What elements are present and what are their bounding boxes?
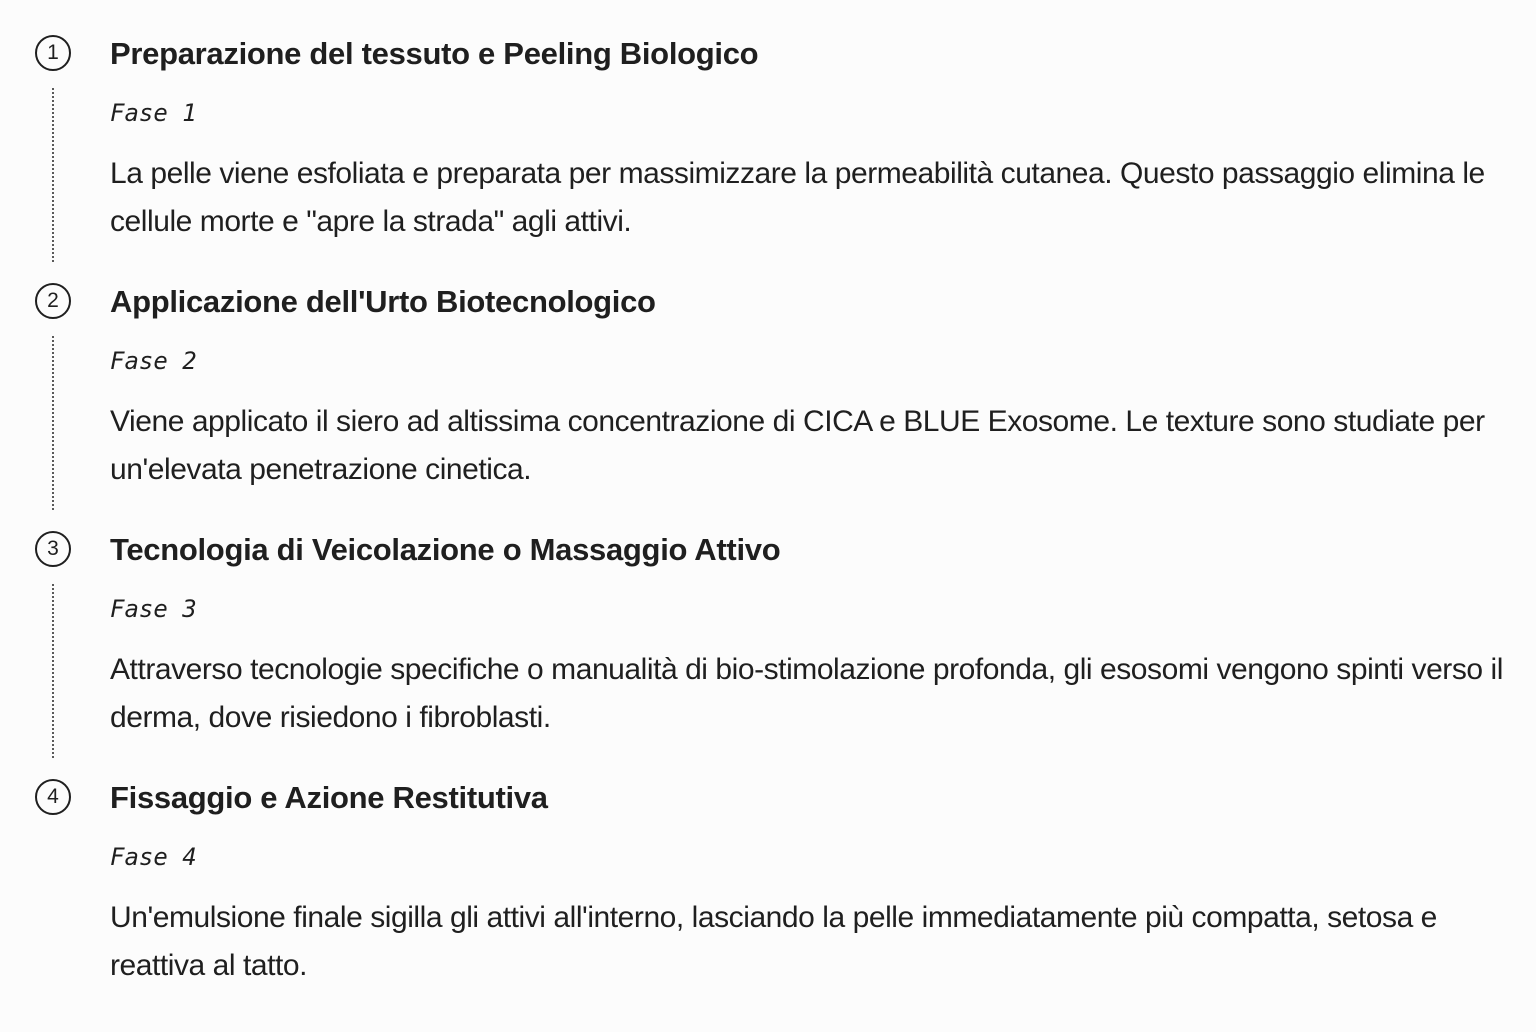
step-number-badge: 4 — [35, 779, 71, 815]
step-description: La pelle viene esfoliata e preparata per massimizzare la permeabilità cutanea. Questo passaggio elimina le cellule morte e "apre la strada" agli attivi. — [110, 157, 1485, 238]
step-phase-label: Fase 4 — [110, 843, 197, 871]
step-connector-line — [52, 88, 54, 262]
step-description: Un'emulsione finale sigilla gli attivi all'interno, lasciando la pelle immediatamente più compatta, setosa e reattiva al tatto. — [110, 901, 1437, 982]
step-connector-line — [52, 336, 54, 510]
step-phase-label: Fase 2 — [110, 347, 197, 375]
step-phase-label: Fase 3 — [110, 595, 197, 623]
step-4 — [0, 744, 1536, 984]
step-title: Tecnologia di Veicolazione o Massaggio Attivo — [110, 532, 781, 567]
step-phase-label: Fase 1 — [110, 99, 197, 127]
step-number-badge: 2 — [35, 283, 71, 319]
step-connector-line — [52, 584, 54, 758]
step-title: Preparazione del tessuto e Peeling Biologico — [110, 36, 759, 71]
step-1 — [0, 0, 1536, 248]
step-number-badge: 3 — [35, 531, 71, 567]
step-2 — [0, 248, 1536, 496]
step-title: Applicazione dell'Urto Biotecnologico — [110, 284, 656, 319]
step-description: Attraverso tecnologie specifiche o manualità di bio-stimolazione profonda, gli esosomi vengono spinti verso il derma, dove risiedono i fibroblasti. — [110, 653, 1503, 734]
step-title: Fissaggio e Azione Restitutiva — [110, 780, 548, 815]
step-description: Viene applicato il siero ad altissima concentrazione di CICA e BLUE Exosome. Le texture sono studiate per un'elevata penetrazione cinetica. — [110, 405, 1485, 486]
step-3 — [0, 496, 1536, 744]
step-number-badge: 1 — [35, 35, 71, 71]
